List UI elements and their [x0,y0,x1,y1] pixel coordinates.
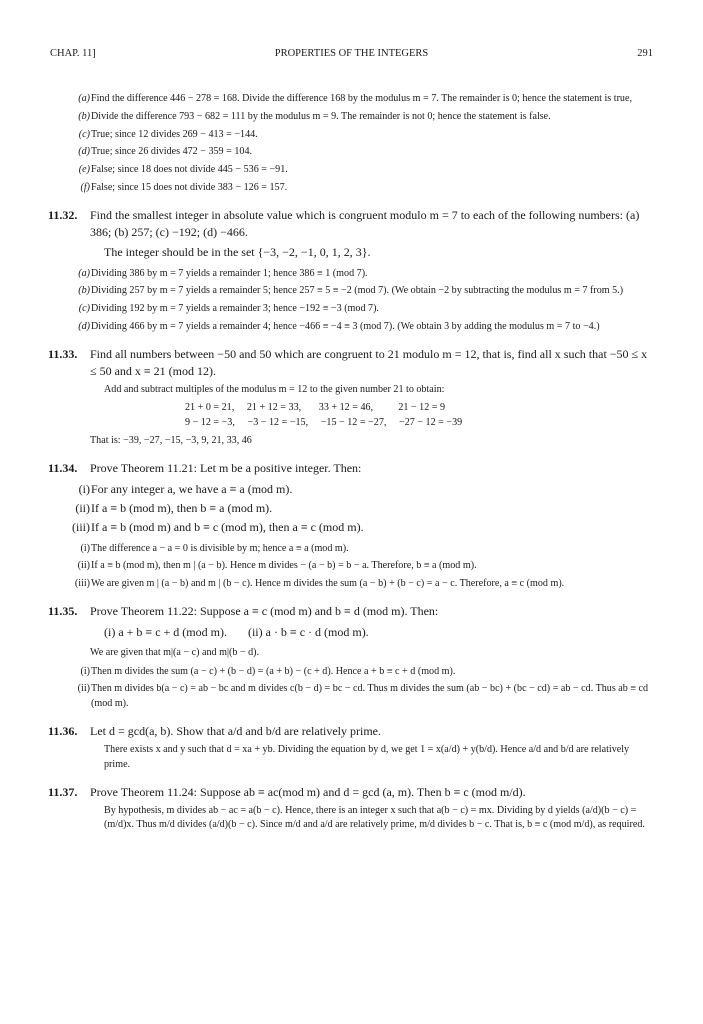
solution-item: (a) Find the difference 446 − 278 = 168. Divide the difference 168 by the modulus m = 7. The remainder is 0; hence the statement is true, [78,93,632,104]
solution-item: (e) False; since 18 does not divide 445 − 536 = −91. [78,164,288,176]
problem-number: 11.35. [48,604,78,619]
solution-intro: Add and subtract multiples of the modulus m = 12 to the given number 21 to obtain: [104,384,445,396]
problem-11-33 [50,346,655,379]
problem-statement: Let d = gcd(a, b). Show that a/d and b/d are relatively prime. [90,723,382,738]
equation-row: 9 − 12 = −3, −3 − 12 = −15, −15 − 12 = −27, −27 − 12 = −39 [185,416,463,428]
solution-intro: The integer should be in the set {−3, −2, −1, 0, 1, 2, 3}. [104,245,371,260]
solution-item: (d) Dividing 466 by m = 7 yields a remainder 4; hence −466 ≡ −4 ≡ 3 (mod 7). (We obtain 3 by adding the modulus m = 7 to −4.) [78,321,600,333]
solution-item: (c) True; since 12 divides 269 − 413 = −144. [78,128,258,140]
running-title: PROPERTIES OF THE INTEGERS [274,48,429,59]
proof-given: We are given that m|(a − c) and m|(b − d). [90,647,260,659]
problem-statement: Prove Theorem 11.24: Suppose ab ≡ ac(mod m) and d = gcd (a, m). Then b ≡ c (mod m/d). [90,784,526,799]
solution-item: (a) Dividing 386 by m = 7 yields a remainder 1; hence 386 ≡ 1 (mod 7). [78,267,368,279]
page-number: 291 [637,48,653,59]
theorem-parts [50,624,655,641]
solution-item: (b) Dividing 257 by m = 7 yields a remainder 5; hence 257 ≡ 5 ≡ −2 (mod 7). (We obtain −2 by subtracting the modulus m = 7 from 5.) [78,285,624,297]
equation-row: 21 + 0 = 21, 21 + 12 = 33, 33 + 12 = 46, 21 − 12 = 9 [185,402,446,414]
solution-result: That is: −39, −27, −15, −3, 9, 21, 33, 46 [90,434,252,446]
chapter-label: CHAP. 11] [50,48,96,59]
proof-item: (iii) We are given m | (a − b) and m | (b − c). Hence m divides the sum (a − b) + (b − c) = a − c. Therefore, a ≡ c (mod m). [74,578,565,590]
proof-item: (ii) Then m divides b(a − c) = ab − bc and m divides c(b − d) = bc − cd. Thus m divides the sum (ab − bc) + (bc − cd) = ab − cd. Thus ab ≡ cd (mod m). [77,683,649,709]
solution-item: (b) Divide the difference 793 − 682 = 111 by the modulus m = 9. The remainder is not 0; hence the statement is false. [78,110,551,122]
problem-11-37 [50,784,655,801]
problem-statement: Find the smallest integer in absolute value which is congruent modulo m = 7 to each of the following numbers: (a) 386; (b) 257; (c) −192; (d) −466. [90,208,640,239]
problem-statement: Find all numbers between −50 and 50 which are congruent to 21 modulo m = 12, that is, find all x such that −50 ≤ x ≤ 50 and x ≡ 21 (mod 12). [90,347,648,378]
page-content [50,92,655,837]
proof-item: (i) The difference a − a = 0 is divisible by m; hence a ≡ a (mod m). [80,542,349,554]
problem-11-31-solutions [50,92,655,195]
solution-item: (f) False; since 15 does not divide 383 − 126 = 157. [80,181,288,193]
theorem-part: (i) a + b ≡ c + d (mod m). [104,624,227,639]
problem-statement: Prove Theorem 11.22: Suppose a ≡ c (mod m) and b ≡ d (mod m). Then: [90,604,439,619]
solution-text: By hypothesis, m divides ab − ac = a(b − c). Hence, there is an integer x such that a(b − c) = mx. Dividing by d yields (a/d)(b − c) = (m/d)x. Thus m/d divides (a/d)(b − c). Since m/d and a/d are relatively prime, m/d divides b − c. That is, b ≡ c (mod m/d), as required. [104,805,645,831]
solution-text: There exists x and y such that d = xa + yb. Dividing the equation by d, we get 1 = x(a/d) + y(b/d). Hence a/d and b/d are relatively prime. [104,744,630,770]
problem-number: 11.33. [48,347,78,362]
problem-number: 11.34. [48,461,78,476]
problem-11-34 [50,460,655,477]
problem-11-35 [50,603,655,620]
equation-table [185,401,655,429]
theorem-part: (ii) a · b ≡ c · d (mod m). [247,624,369,639]
problem-statement: Prove Theorem 11.21: Let m be a positive integer. Then: [90,461,362,476]
proof-item: (i) Then m divides the sum (a − c) + (b − d) = (a + b) − (c + d). Hence a + b ≡ c + d (mod m). [80,665,456,677]
proof-item: (ii) If a ≡ b (mod m), then m | (a − b). Hence m divides − (a − b) = b − a. Therefore, b ≡ a (mod m). [77,560,477,572]
theorem-part: (i) For any integer a, we have a ≡ a (mod m). [78,481,293,496]
problem-number: 11.36. [48,723,78,738]
problem-11-36 [50,723,655,740]
problem-number: 11.32. [48,208,78,223]
problem-11-32 [50,207,655,240]
solution-item: (c) Dividing 192 by m = 7 yields a remainder 3; hence −192 ≡ −3 (mod 7). [78,303,379,315]
page-header [50,48,653,62]
theorem-parts [50,481,655,536]
solution-item: (d) True; since 26 divides 472 − 359 = 104. [78,146,253,158]
problem-number: 11.37. [48,784,78,799]
theorem-part: (iii) If a ≡ b (mod m) and b ≡ c (mod m), then a ≡ c (mod m). [72,519,364,534]
theorem-part: (ii) If a ≡ b (mod m), then b ≡ a (mod m). [75,500,273,515]
